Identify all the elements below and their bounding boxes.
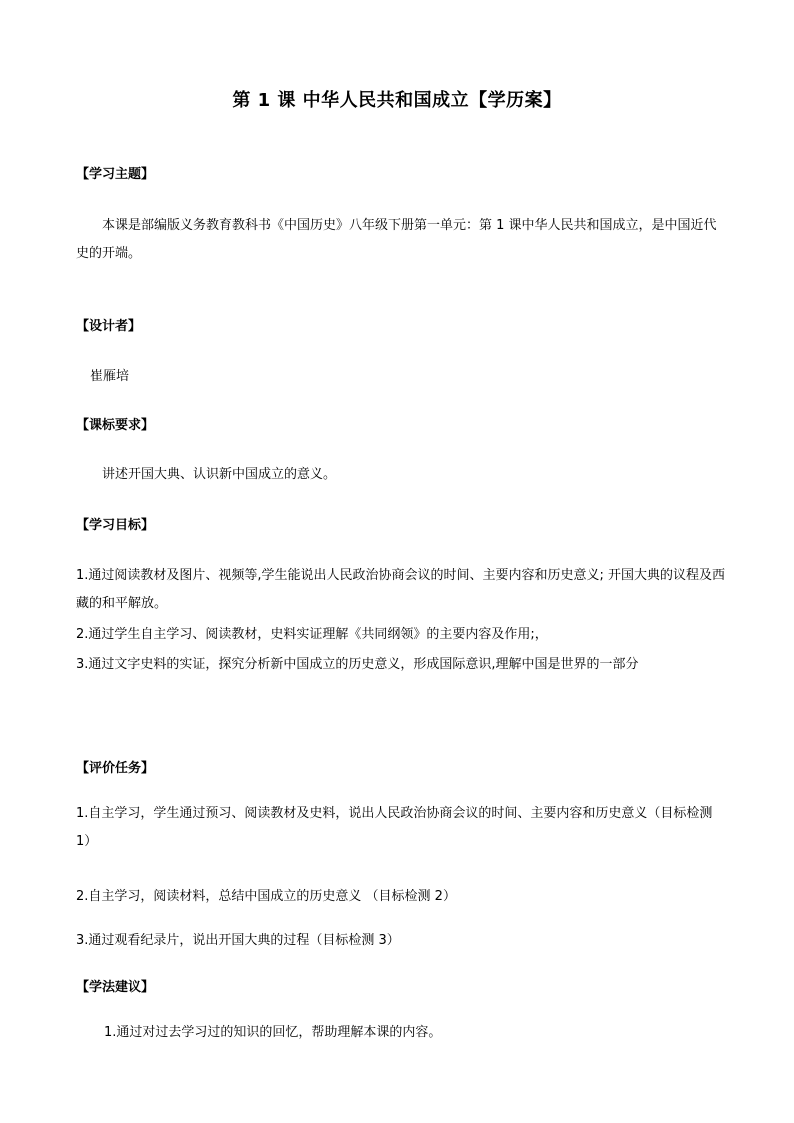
document-title: 第 1 课 中华人民共和国成立【学历案】 [232,90,562,111]
goal-item-3: 3.通过文字史料的实证，探究分析新中国成立的历史意义，形成国际意识,理解中国是世界的一部分 [76,657,639,672]
designer-name: 崔雁培 [90,369,130,384]
heading-designer: 【设计者】 [76,319,142,334]
heading-topic: 【学习主题】 [76,167,155,182]
heading-standard: 【课标要求】 [76,418,155,433]
task-item-1: 1.自主学习，学生通过预习、阅读教材及史料，说出人民政治协商会议的时间、主要内容和历史意义（目标检测 1） [76,806,713,849]
standard-text: 讲述开国大典、认识新中国成立的意义。 [102,467,337,482]
heading-tasks: 【评价任务】 [76,761,155,776]
task-item-2: 2.自主学习，阅读材料，总结中国成立的历史意义 （目标检测 2） [76,889,456,904]
heading-method: 【学法建议】 [76,980,155,995]
heading-goals: 【学习目标】 [76,518,155,533]
goal-item-2: 2.通过学生自主学习、阅读教材，史料实证理解《共同纲领》的主要内容及作用;， [76,627,548,642]
topic-text: 本课是部编版义务教育教科书《中国历史》八年级下册第一单元：第 1 课中华人民共和国成立，是中国近代史的开端。 [76,218,717,261]
method-item-1: 1.通过对过去学习过的知识的回忆，帮助理解本课的内容。 [104,1025,442,1040]
task-item-3: 3.通过观看纪录片，说出开国大典的过程（目标检测 3） [76,933,400,948]
goal-item-1: 1.通过阅读教材及图片、视频等,学生能说出人民政治协商会议的时间、主要内容和历史意义; 开国大典的议程及西藏的和平解放。 [76,568,726,611]
